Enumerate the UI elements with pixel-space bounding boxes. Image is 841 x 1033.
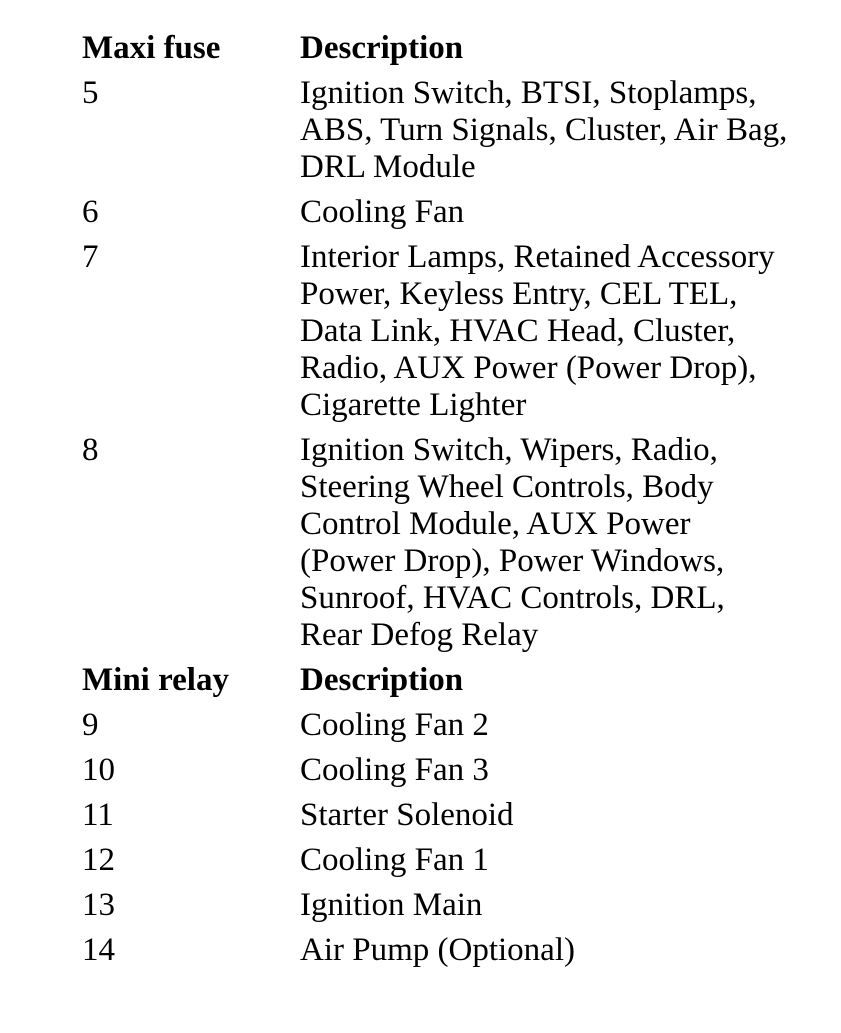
fuse-description bbox=[300, 239, 810, 424]
section-header-description: Description bbox=[300, 662, 464, 698]
fuse-number: 9 bbox=[82, 707, 99, 743]
fuse-description bbox=[300, 432, 810, 654]
table-row bbox=[82, 887, 841, 924]
description-line: Control Module, AUX Power bbox=[300, 506, 691, 542]
fuse-description bbox=[300, 842, 810, 879]
description-line: Interior Lamps, Retained Accessory bbox=[300, 239, 775, 275]
fuse-number: 13 bbox=[82, 887, 115, 923]
description-line: Air Pump (Optional) bbox=[300, 932, 575, 968]
fuse-number: 10 bbox=[82, 752, 115, 788]
description-line: Steering Wheel Controls, Body bbox=[300, 469, 714, 505]
table-row bbox=[82, 239, 841, 424]
fuse-number: 5 bbox=[82, 75, 99, 111]
fuse-number: 14 bbox=[82, 932, 115, 968]
section-header-label: Mini relay bbox=[82, 662, 229, 698]
section-header-label: Maxi fuse bbox=[82, 30, 221, 66]
table-row bbox=[82, 432, 841, 654]
fuse-number: 12 bbox=[82, 842, 115, 878]
description-line: Radio, AUX Power (Power Drop), bbox=[300, 350, 757, 386]
table-row bbox=[82, 797, 841, 834]
description-line: Cooling Fan 2 bbox=[300, 707, 489, 743]
fuse-description bbox=[300, 752, 810, 789]
description-line: Cooling Fan bbox=[300, 194, 465, 230]
description-line: Sunroof, HVAC Controls, DRL, bbox=[300, 580, 725, 616]
description-line: Ignition Switch, BTSI, Stoplamps, bbox=[300, 75, 757, 111]
description-line: Ignition Main bbox=[300, 887, 483, 923]
table-row bbox=[82, 932, 841, 969]
table-row bbox=[82, 707, 841, 744]
fuse-number: 11 bbox=[82, 797, 114, 833]
table-row bbox=[82, 75, 841, 186]
fuse-description bbox=[300, 932, 810, 969]
description-line: Rear Defog Relay bbox=[300, 617, 539, 653]
section-header-row bbox=[82, 30, 841, 67]
table-row bbox=[82, 194, 841, 231]
description-line: Ignition Switch, Wipers, Radio, bbox=[300, 432, 718, 468]
section-header-description: Description bbox=[300, 30, 464, 66]
fuse-description bbox=[300, 194, 810, 231]
description-line: Cooling Fan 1 bbox=[300, 842, 489, 878]
description-line: ABS, Turn Signals, Cluster, Air Bag, bbox=[300, 112, 788, 148]
fuse-description-table bbox=[82, 30, 841, 969]
fuse-description bbox=[300, 707, 810, 744]
table-row bbox=[82, 752, 841, 789]
section-header-row bbox=[82, 662, 841, 699]
fuse-description bbox=[300, 887, 810, 924]
fuse-number: 8 bbox=[82, 432, 99, 468]
description-line: DRL Module bbox=[300, 149, 476, 185]
fuse-description bbox=[300, 75, 810, 186]
description-line: Cigarette Lighter bbox=[300, 387, 527, 423]
description-line: Data Link, HVAC Head, Cluster, bbox=[300, 313, 736, 349]
description-line: Cooling Fan 3 bbox=[300, 752, 489, 788]
description-line: Power, Keyless Entry, CEL TEL, bbox=[300, 276, 738, 312]
table-row bbox=[82, 842, 841, 879]
fuse-description bbox=[300, 797, 810, 834]
description-line: (Power Drop), Power Windows, bbox=[300, 543, 725, 579]
fuse-number: 6 bbox=[82, 194, 99, 230]
fuse-number: 7 bbox=[82, 239, 99, 275]
description-line: Starter Solenoid bbox=[300, 797, 514, 833]
